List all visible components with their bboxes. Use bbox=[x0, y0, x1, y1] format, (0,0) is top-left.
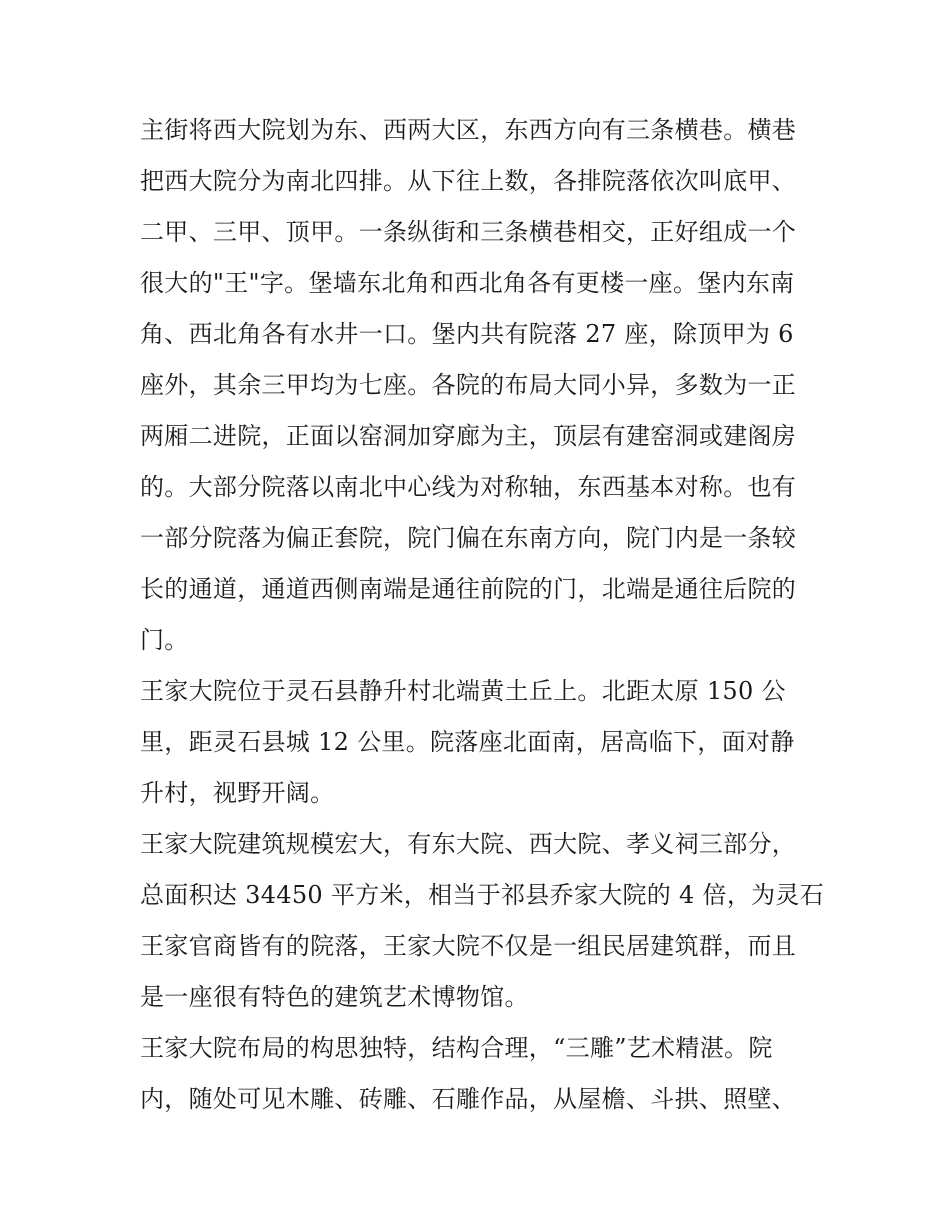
text-line: 主街将西大院划为东、西两大区，东西方向有三条横巷。横巷 bbox=[140, 116, 797, 144]
text-line: 王家大院位于灵石县静升村北端黄土丘上。北距太原 150 公 bbox=[140, 677, 786, 705]
text-line: 王家大院布局的构思独特，结构合理，“三雕”艺术精湛。院 bbox=[140, 1034, 773, 1062]
text-line: 门。 bbox=[140, 626, 189, 654]
document-body bbox=[140, 105, 825, 1125]
text-line: 座外，其余三甲均为七座。各院的布局大同小异，多数为一正 bbox=[140, 371, 797, 399]
text-line: 把西大院分为南北四排。从下往上数，各排院落依次叫底甲、 bbox=[140, 167, 797, 195]
paragraph-west-courtyard-layout bbox=[140, 105, 812, 666]
text-line: 是一座很有特色的建筑艺术博物馆。 bbox=[140, 983, 529, 1011]
text-line: 二甲、三甲、顶甲。一条纵街和三条横巷相交，正好组成一个 bbox=[140, 218, 797, 246]
text-line: 王家大院建筑规模宏大，有东大院、西大院、孝义祠三部分， bbox=[140, 830, 797, 858]
text-line: 一部分院落为偏正套院，院门偏在东南方向，院门内是一条较 bbox=[140, 524, 797, 552]
text-line: 升村，视野开阔。 bbox=[140, 779, 335, 807]
paragraph-scale bbox=[140, 819, 825, 1023]
text-line: 内，随处可见木雕、砖雕、石雕作品，从屋檐、斗拱、照壁、 bbox=[140, 1085, 797, 1113]
paragraph-carvings bbox=[140, 1023, 812, 1125]
paragraph-location bbox=[140, 666, 812, 819]
text-line: 很大的"王"字。堡墙东北角和西北角各有更楼一座。堡内东南 bbox=[140, 269, 795, 297]
text-line: 王家官商皆有的院落，王家大院不仅是一组民居建筑群，而且 bbox=[140, 932, 797, 960]
text-line: 的。大部分院落以南北中心线为对称轴，东西基本对称。也有 bbox=[140, 473, 797, 501]
text-line: 里，距灵石县城 12 公里。院落座北面南，居高临下，面对静 bbox=[140, 728, 795, 756]
text-line: 两厢二进院，正面以窑洞加穿廊为主，顶层有建窑洞或建阁房 bbox=[140, 422, 797, 450]
text-line: 角、西北角各有水井一口。堡内共有院落 27 座，除顶甲为 6 bbox=[140, 320, 794, 348]
text-line: 总面积达 34450 平方米，相当于祁县乔家大院的 4 倍，为灵石 bbox=[140, 881, 825, 909]
text-line: 长的通道，通道西侧南端是通往前院的门，北端是通往后院的 bbox=[140, 575, 797, 603]
